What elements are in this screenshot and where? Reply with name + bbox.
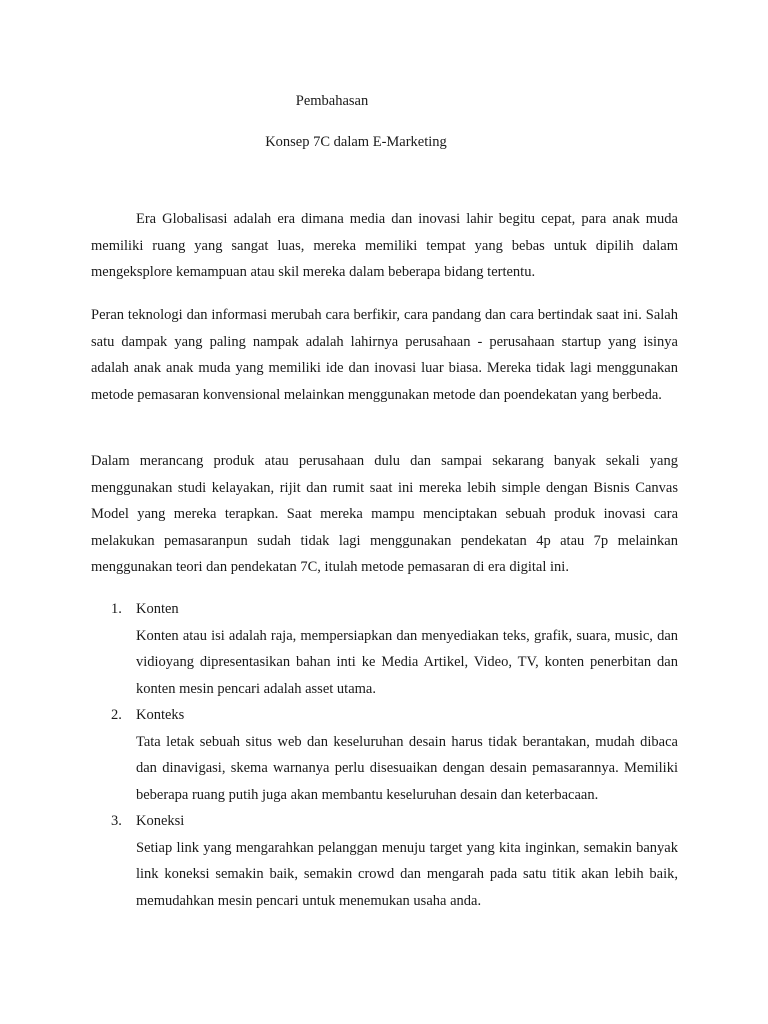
- list-item-body: Setiap link yang mengarahkan pelanggan menuju target yang kita inginkan, semakin banyak link koneksi semakin baik, semakin crowd dan mengarah pada satu titik akan lebih baik, memudahkan mesin pencari untuk menemukan usaha anda.: [136, 839, 678, 909]
- paragraph-1: Era Globalisasi adalah era dimana media dan inovasi lahir begitu cepat, para anak muda memiliki ruang yang sangat luas, mereka memiliki tempat yang bebas untuk dipilih dalam mengeksplore kemampuan atau skil mereka dalam beberapa bidang tertentu.: [91, 211, 678, 280]
- paragraph-2: Peran teknologi dan informasi merubah cara berfikir, cara pandang dan cara bertindak saat ini. Salah satu dampak yang paling nampak adalah lahirnya perusahaan - perusahaan startup yang isinya adalah anak anak muda yang memiliki ide dan inovasi luar biasa. Mereka tidak lagi menggunakan metode pemasaran konvensional melainkan menggunakan metode dan poendekatan yang berbeda.: [91, 307, 678, 403]
- list-number: 1.: [111, 601, 122, 617]
- document-subheading: Konsep 7C dalam E-Marketing: [265, 134, 447, 150]
- list-item-body: Tata letak sebuah situs web dan keseluruhan desain harus tidak berantakan, mudah dibaca dan dinavigasi, skema warnanya perlu disesuaikan dengan desain pemasarannya. Memiliki beberapa ruang putih juga akan membantu keseluruhan desain dan keterbacaan.: [136, 733, 678, 803]
- numbered-list: [111, 596, 678, 914]
- list-item-title: Konteks: [136, 707, 185, 723]
- list-item-body: Konten atau isi adalah raja, mempersiapkan dan menyediakan teks, grafik, suara, music, dan vidioyang dipresentasikan bahan inti ke Media Artikel, Video, TV, konten penerbitan dan konten mesin pencari adalah asset utama.: [136, 627, 678, 697]
- list-item: [111, 702, 678, 808]
- list-number: 3.: [111, 813, 122, 829]
- document-heading: Pembahasan: [295, 93, 369, 109]
- list-item-title: Koneksi: [136, 813, 185, 829]
- list-item: [111, 808, 678, 914]
- list-item-title: Konten: [136, 601, 179, 617]
- list-number: 2.: [111, 707, 122, 723]
- list-item: [111, 596, 678, 702]
- paragraph-3: Dalam merancang produk atau perusahaan dulu dan sampai sekarang banyak sekali yang menggunakan studi kelayakan, rijit dan rumit saat ini mereka lebih simple dengan Bisnis Canvas Model yang mereka terapkan. Saat mereka mampu menciptakan sebuah produk inovasi cara melakukan pemasaranpun sudah tidak lagi menggunakan pendekatan 4p atau 7p melainkan menggunakan teori dan pendekatan 7C, itulah metode pemasaran di era digital ini.: [91, 453, 678, 575]
